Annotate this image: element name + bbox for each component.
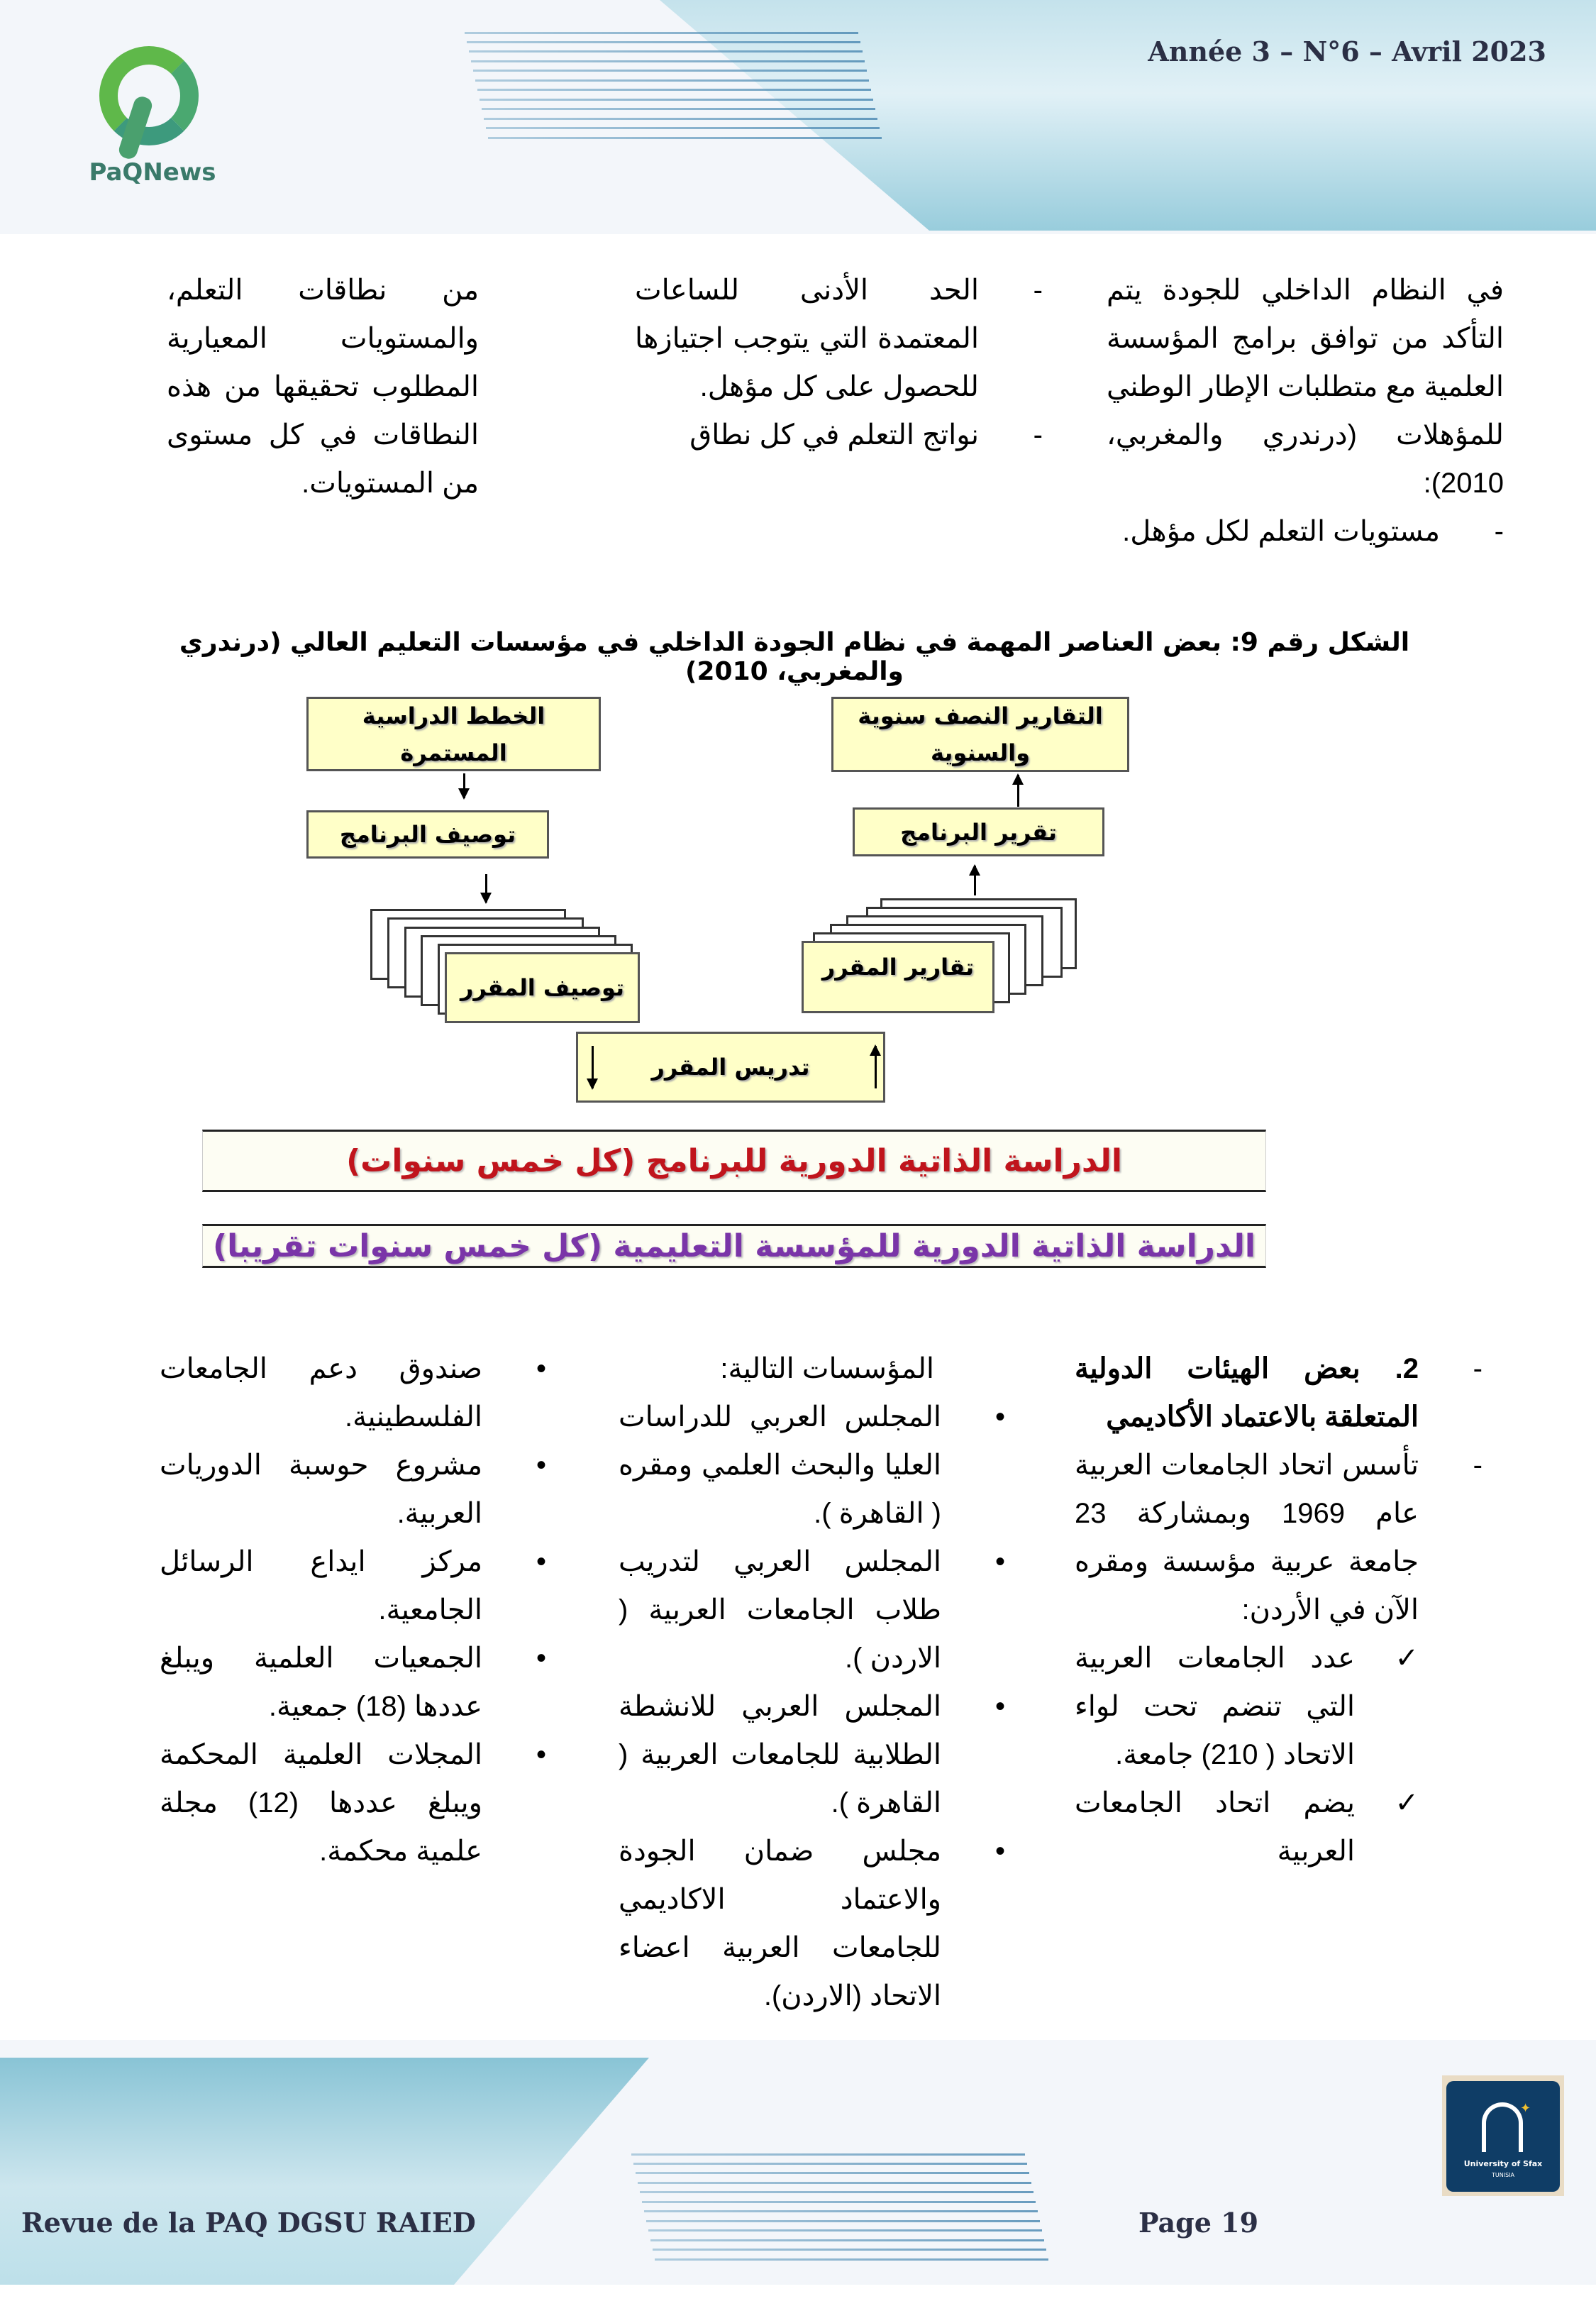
box-periodic-reports: التقارير النصف سنوية والسنوية xyxy=(831,697,1129,772)
check-item: ✓ يضم اتحاد الجامعات العربية xyxy=(1075,1779,1483,1875)
bullet-icon: • xyxy=(536,1643,546,1674)
list-item: - نواتج التعلم في كل نطاق xyxy=(635,411,1043,459)
logo-p-icon xyxy=(99,46,199,145)
list-item: • المجلس العربي للانشطة الطلابية للجامعات العربية ( القاهرة ). xyxy=(619,1682,1005,1827)
bullet-icon: • xyxy=(994,1546,1005,1577)
university-emblem-icon xyxy=(1482,2102,1523,2152)
box-course-description: توصيف المقرر xyxy=(445,952,640,1023)
arrow-down-icon xyxy=(463,773,465,798)
page-number: Page 19 xyxy=(1138,2207,1259,2239)
bullet-icon: • xyxy=(536,1546,546,1577)
list-item: • المجلس العربي لتدريب طلاب الجامعات العربية ( الاردن ). xyxy=(619,1538,1005,1682)
arrow-down-icon xyxy=(485,874,487,903)
check-item: ✓ عدد الجامعات العربية التي تنضم تحت لواء الاتحاد ( 210) جامعة. xyxy=(1075,1634,1483,1779)
star-icon: ✦ xyxy=(1520,2101,1531,2116)
intro-paragraph: في النظام الداخلي للجودة يتم التأكد من توافق برامج المؤسسة العلمية مع متطلبات الإطار الوطني للمؤهلات (درندري والمغربي، 2010): xyxy=(1107,275,1504,499)
arrow-up-icon xyxy=(1017,775,1019,807)
top-column-middle xyxy=(635,266,1043,459)
box-program-description: توصيف البرنامج xyxy=(306,810,549,859)
paqnews-logo xyxy=(85,39,227,195)
dash-marker: - xyxy=(1494,516,1504,547)
issue-info: Année 3 – N°6 – Avril 2023 xyxy=(1148,35,1546,67)
arrow-up-icon xyxy=(974,866,976,895)
bullet-icon: • xyxy=(536,1353,546,1384)
list-item: • المجلس العربي للدراسات العليا والبحث العلمي ومقره ( القاهرة ). xyxy=(619,1393,1005,1538)
bullet-icon: • xyxy=(994,1401,1005,1433)
arrow-up-icon xyxy=(875,1046,877,1088)
bullet-icon: • xyxy=(994,1836,1005,1867)
dash-marker: - xyxy=(1473,1353,1483,1384)
dash-marker: - xyxy=(1473,1450,1483,1481)
intro-text: المؤسسات التالية: xyxy=(720,1353,934,1384)
list-item: - مستويات التعلم لكل مؤهل. xyxy=(1107,507,1504,556)
bullet-icon: • xyxy=(536,1450,546,1481)
list-item: • الجمعيات العلمية ويبلغ عددها (18) جمعية. xyxy=(160,1634,546,1731)
journal-name: Revue de la PAQ DGSU RAIED xyxy=(21,2207,476,2239)
bottom-column-middle xyxy=(619,1345,1005,2020)
section-heading xyxy=(1075,1345,1483,1441)
university-logo: ✦ University of Sfax TUNISIA xyxy=(1442,2075,1564,2196)
dash-marker: - xyxy=(1033,419,1043,451)
top-column-left: من نطاقات التعلم، والمستويات المعيارية المطلوب تحقيقها من هذه النطاقات في كل مستوى من المستويات. xyxy=(167,275,479,499)
list-item: • صندوق دعم الجامعات الفلسطينية. xyxy=(160,1345,546,1441)
arrow-down-icon xyxy=(592,1046,594,1088)
checkmark-icon: ✓ xyxy=(1395,1787,1419,1819)
page-footer xyxy=(0,2040,1596,2285)
paragraph-item: - تأسس اتحاد الجامعات العربية عام 1969 وبمشاركة 23 جامعة عربية مؤسسة ومقره الآن في الأردن: xyxy=(1075,1441,1483,1634)
box-course-reports: تقارير المقرر xyxy=(802,941,994,1013)
bottom-column-right xyxy=(1075,1345,1483,1875)
bullet-icon: • xyxy=(994,1691,1005,1722)
section-title: 2. بعض الهيئات الدولية المتعلقة بالاعتماد الأكاديمي xyxy=(1075,1353,1419,1433)
band-institution-self-study: الدراسة الذاتية الدورية للمؤسسة التعليمية (كل خمس سنوات تقريبا) xyxy=(202,1224,1266,1268)
list-item: • مركز ايداع الرسائل الجامعية. xyxy=(160,1538,546,1634)
list-item: - الحد الأدنى للساعات المعتمدة التي يتوجب اجتيازها للحصول على كل مؤهل. xyxy=(635,266,1043,411)
list-item: • مشروع حوسبة الدوريات العربية. xyxy=(160,1441,546,1538)
box-course-teaching: تدريس المقرر xyxy=(576,1032,885,1103)
list-item: • المجلات العلمية المحكمة ويبلغ عددها (12) مجلة علمية محكمة. xyxy=(160,1731,546,1875)
list-item: • مجلس ضمان الجودة والاعتماد الاكاديمي للجامعات العربية اعضاء الاتحاد (الاردن). xyxy=(619,1827,1005,2020)
box-study-plans: الخطط الدراسية المستمرة xyxy=(306,697,601,771)
bottom-column-left xyxy=(160,1345,546,1875)
band-program-self-study: الدراسة الذاتية الدورية للبرنامج (كل خمس سنوات) xyxy=(202,1130,1266,1192)
brand-name: PaQNews xyxy=(89,158,216,187)
bullet-icon: • xyxy=(536,1739,546,1770)
box-program-report: تقرير البرنامج xyxy=(853,807,1104,856)
checkmark-icon: ✓ xyxy=(1395,1643,1419,1674)
figure-caption: الشكل رقم 9: بعض العناصر المهمة في نظام الجودة الداخلي في مؤسسات التعليم العالي (درندري والمغربي، 2010) xyxy=(179,628,1410,686)
top-column-right xyxy=(1107,266,1504,556)
dash-marker: - xyxy=(1033,275,1043,306)
